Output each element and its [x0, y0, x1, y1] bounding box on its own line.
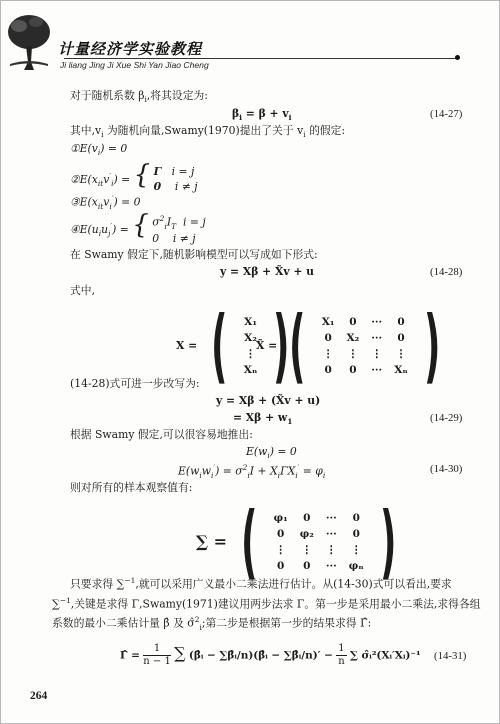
matrix-row [268, 542, 370, 558]
case-value: I [166, 215, 172, 229]
matrix-cell: 0 [352, 527, 360, 540]
text: 对于随机系数 β [70, 89, 145, 102]
left-paren: ( [289, 299, 306, 392]
matrix-row [316, 314, 414, 330]
left-brace: { [132, 210, 149, 240]
numerator: 1 [143, 643, 171, 656]
paragraph-9 [52, 596, 481, 612]
subscript: i [239, 113, 243, 123]
matrix-cell: ⋮ [351, 543, 362, 556]
subscript: i [303, 130, 306, 140]
matrix-cell: 0 [324, 331, 332, 344]
case-condition: i = j [182, 215, 206, 229]
matrix-cell: φ₁ [273, 511, 288, 524]
left-brace: { [133, 160, 151, 190]
text: ①E(v [70, 142, 98, 155]
case-condition: i ≠ j [174, 180, 198, 193]
matrix-cell: ··· [325, 527, 337, 540]
assumption-2 [70, 162, 198, 195]
right-paren: ) [273, 299, 290, 392]
subscript: it [97, 201, 104, 211]
text: ,就可以采用广义最小二乘法进行估计。从(14-30)式可以看出,要求 [135, 577, 452, 591]
matrix-cell: ⋮ [347, 347, 359, 360]
subscript: i [164, 221, 167, 231]
matrix-cell: ⋮ [326, 543, 337, 556]
equation-14-29-line-1: y = Xβ + (X̃v + u) [216, 394, 321, 407]
subscript: j [108, 229, 111, 239]
matrix-cells [316, 314, 414, 378]
eq-text: = φ [299, 464, 323, 478]
paragraph-10 [52, 615, 371, 632]
matrix-cell: ··· [325, 559, 337, 572]
text: ,将其设定为: [146, 89, 208, 102]
eq-text: w [201, 464, 211, 478]
assumption-3 [70, 194, 141, 211]
denominator: n [338, 656, 345, 667]
case-row [152, 232, 205, 247]
equation-number: (14-28) [430, 266, 463, 278]
assumption-1 [70, 143, 127, 157]
matrix-cell: 0 [303, 559, 311, 572]
superscript: ′ [109, 171, 112, 181]
matrix-row [268, 526, 370, 542]
text: ,关键是求得 Γ,Swamy(1971)建议用两步法求 Γ。第一步是采用最小二乘法,求得各组 [70, 597, 481, 611]
subscript: i [98, 229, 102, 239]
superscript: 2 [159, 213, 165, 223]
matrix-cell: ··· [371, 315, 383, 328]
matrix-cell: φₙ [348, 559, 364, 572]
paragraph-2 [70, 125, 345, 139]
matrix-cell: 0 [349, 363, 357, 376]
equation-number: (14-27) [430, 108, 463, 120]
subscript: i [111, 179, 114, 189]
matrix-cell: ··· [371, 331, 383, 344]
fraction [143, 643, 171, 668]
matrix-row [316, 346, 414, 362]
matrix-cell: 0 [276, 527, 285, 540]
matrix-cell: 0 [349, 315, 357, 328]
case-condition: i = j [171, 165, 195, 179]
matrix-cell: ⋮ [275, 543, 286, 556]
equation-number: (14-31) [434, 650, 467, 662]
matrix-cell: X₁ [244, 315, 257, 328]
matrix-cell: 0 [324, 363, 332, 376]
eq-text: E(w [246, 445, 268, 458]
text: v [103, 195, 110, 209]
matrix-cell: X₂ [346, 331, 360, 344]
eq-text: β [232, 107, 240, 120]
paragraph-8 [70, 576, 452, 592]
text: 的假定: [305, 124, 346, 137]
text: ②E(x [70, 173, 98, 186]
eq-lhs: Γ̂ = [120, 649, 140, 662]
matrix-row [268, 558, 370, 574]
text: ∑ [52, 597, 60, 611]
matrix-cell: 0 [276, 559, 285, 572]
case-condition: i ≠ j [172, 231, 196, 245]
equation-14-28: y = Xβ + X̃v + u [220, 265, 315, 278]
matrix-cell: ⋮ [322, 347, 334, 360]
matrix-cell: ⋮ [395, 347, 407, 360]
subscript: i [288, 113, 292, 123]
text: ) = [113, 173, 131, 186]
right-paren: ) [379, 495, 397, 588]
subscript: i [267, 451, 270, 461]
eq-text: ∑ σ̂ᵢ²(Xᵢ′Xᵢ)⁻¹ [350, 649, 421, 662]
text: v [103, 173, 110, 186]
text: 系数的最小二乘估计量 β̂ 及 σ̂ [52, 616, 195, 630]
subscript: it [97, 179, 104, 189]
subscript: i [199, 622, 202, 632]
paragraph-6: 根据 Swamy 假定,可以很容易地推出: [70, 428, 253, 441]
paragraph-5: (14-28)式可进一步改写为: [70, 377, 200, 390]
right-paren: ) [423, 299, 441, 392]
denominator: n − 1 [143, 656, 171, 667]
matrix-row [316, 362, 414, 378]
equation-14-30-line-1 [246, 446, 297, 460]
numerator: 1 [338, 643, 345, 654]
matrix-cell: φ₂ [299, 527, 314, 540]
paragraph-4: 式中, [70, 284, 96, 297]
equation-number: (14-30) [430, 463, 463, 475]
superscript: −1 [59, 596, 71, 605]
matrix-cell: ⋮ [301, 543, 312, 556]
subscript: i [101, 130, 104, 140]
page-number: 264 [30, 690, 48, 702]
cases [154, 165, 198, 194]
matrix-cells [268, 510, 370, 574]
matrix-row [316, 330, 414, 346]
subscript: i [277, 470, 281, 480]
matrix-cell: X₁ [321, 315, 335, 328]
matrix-cell: 0 [397, 315, 405, 328]
matrix-label: X̃ = [256, 339, 278, 352]
subscript: i [322, 470, 326, 480]
equation-14-30-line-2 [178, 463, 325, 480]
eq-text: ) = 0 [269, 445, 297, 458]
matrix-cell: ⋮ [245, 347, 256, 360]
case-row [154, 165, 198, 180]
paragraph-7: 则对所有的样本观察值有: [70, 481, 193, 494]
matrix-cell: 0 [303, 511, 311, 524]
matrix-label: X = [176, 339, 198, 352]
case-value: σ [152, 215, 160, 229]
text: ) = 0 [113, 195, 141, 209]
case-value: Γ [153, 165, 162, 179]
text: ;第二步是根据第一步的结果求得 Γ̂: [201, 616, 372, 630]
eq-text: ) = σ [215, 464, 243, 478]
subscript: i [97, 148, 101, 158]
book-title-pinyin: Ji liang Jing Ji Xue Shi Yan Jiao Cheng [60, 60, 209, 70]
text: 只要求得 ∑ [70, 577, 125, 591]
superscript: 2 [242, 463, 248, 472]
book-title: 计量经济学实验教程 [58, 40, 203, 58]
case-row [154, 180, 198, 195]
eq-text: E(w [178, 464, 200, 478]
matrix-sigma [196, 495, 406, 588]
paragraph-1 [70, 90, 208, 104]
superscript: ′ [297, 463, 300, 472]
subscript: T [171, 221, 177, 231]
equation-number: (14-29) [430, 412, 463, 424]
subscript: i [211, 470, 214, 480]
superscript: 2 [194, 615, 200, 624]
case-value: 0 [152, 231, 160, 245]
text: ④E(u [70, 223, 99, 236]
matrix-cell: Xₙ [394, 363, 408, 376]
case-value: 0 [153, 180, 162, 193]
assumption-4 [70, 212, 206, 246]
matrix-label: ∑ = [196, 532, 228, 551]
matrix-cell: ··· [371, 363, 383, 376]
left-paren: ( [211, 299, 228, 392]
superscript: ′ [110, 221, 113, 231]
eq-text: I + X [249, 464, 278, 478]
subscript: i [247, 470, 250, 480]
cases [152, 214, 205, 246]
subscript: i [144, 95, 147, 105]
matrix-row [268, 510, 370, 526]
superscript: ′ [111, 194, 114, 203]
text: u [101, 223, 109, 236]
matrix-cell: 0 [397, 331, 405, 344]
fraction [336, 643, 346, 668]
equation-14-31 [120, 643, 421, 668]
matrix-cell: 0 [352, 511, 360, 524]
eq-text: = β + v [242, 107, 289, 120]
subscript: 1 [287, 417, 293, 427]
matrix-X-tilde [256, 299, 450, 392]
eq-text: (β̂ᵢ − ∑β̂ᵢ/n)(β̂ᵢ − ∑β̂ᵢ/n)′ − [188, 649, 333, 662]
matrix-cell: ⋮ [371, 347, 382, 360]
case-row [152, 214, 205, 232]
matrix-cell: ··· [325, 511, 337, 524]
subscript: i [199, 470, 202, 480]
superscript: ′ [213, 463, 216, 472]
text: 其中,v [70, 124, 102, 137]
text: ) = 0 [100, 142, 128, 155]
matrix-cell: Xₙ [243, 363, 258, 376]
matrix-cell: X₂ [244, 331, 257, 344]
eq-text: = Xβ + w [233, 411, 288, 424]
subscript: i [109, 201, 112, 211]
text: ③E(x [70, 195, 98, 209]
superscript: −1 [124, 576, 136, 585]
sum-sign: ∑ [174, 643, 186, 663]
text: ) = [112, 223, 129, 236]
equation-14-27 [232, 108, 291, 122]
paragraph-3: 在 Swamy 假定下,随机影响模型可以写成如下形式: [70, 248, 318, 261]
eq-text: ΓX [280, 464, 296, 478]
text: 为随机向量,Swamy(1970)提出了关于 v [103, 124, 304, 137]
left-paren: ( [241, 495, 258, 588]
equation-14-29-line-2 [233, 412, 292, 426]
subscript: i [295, 470, 298, 480]
